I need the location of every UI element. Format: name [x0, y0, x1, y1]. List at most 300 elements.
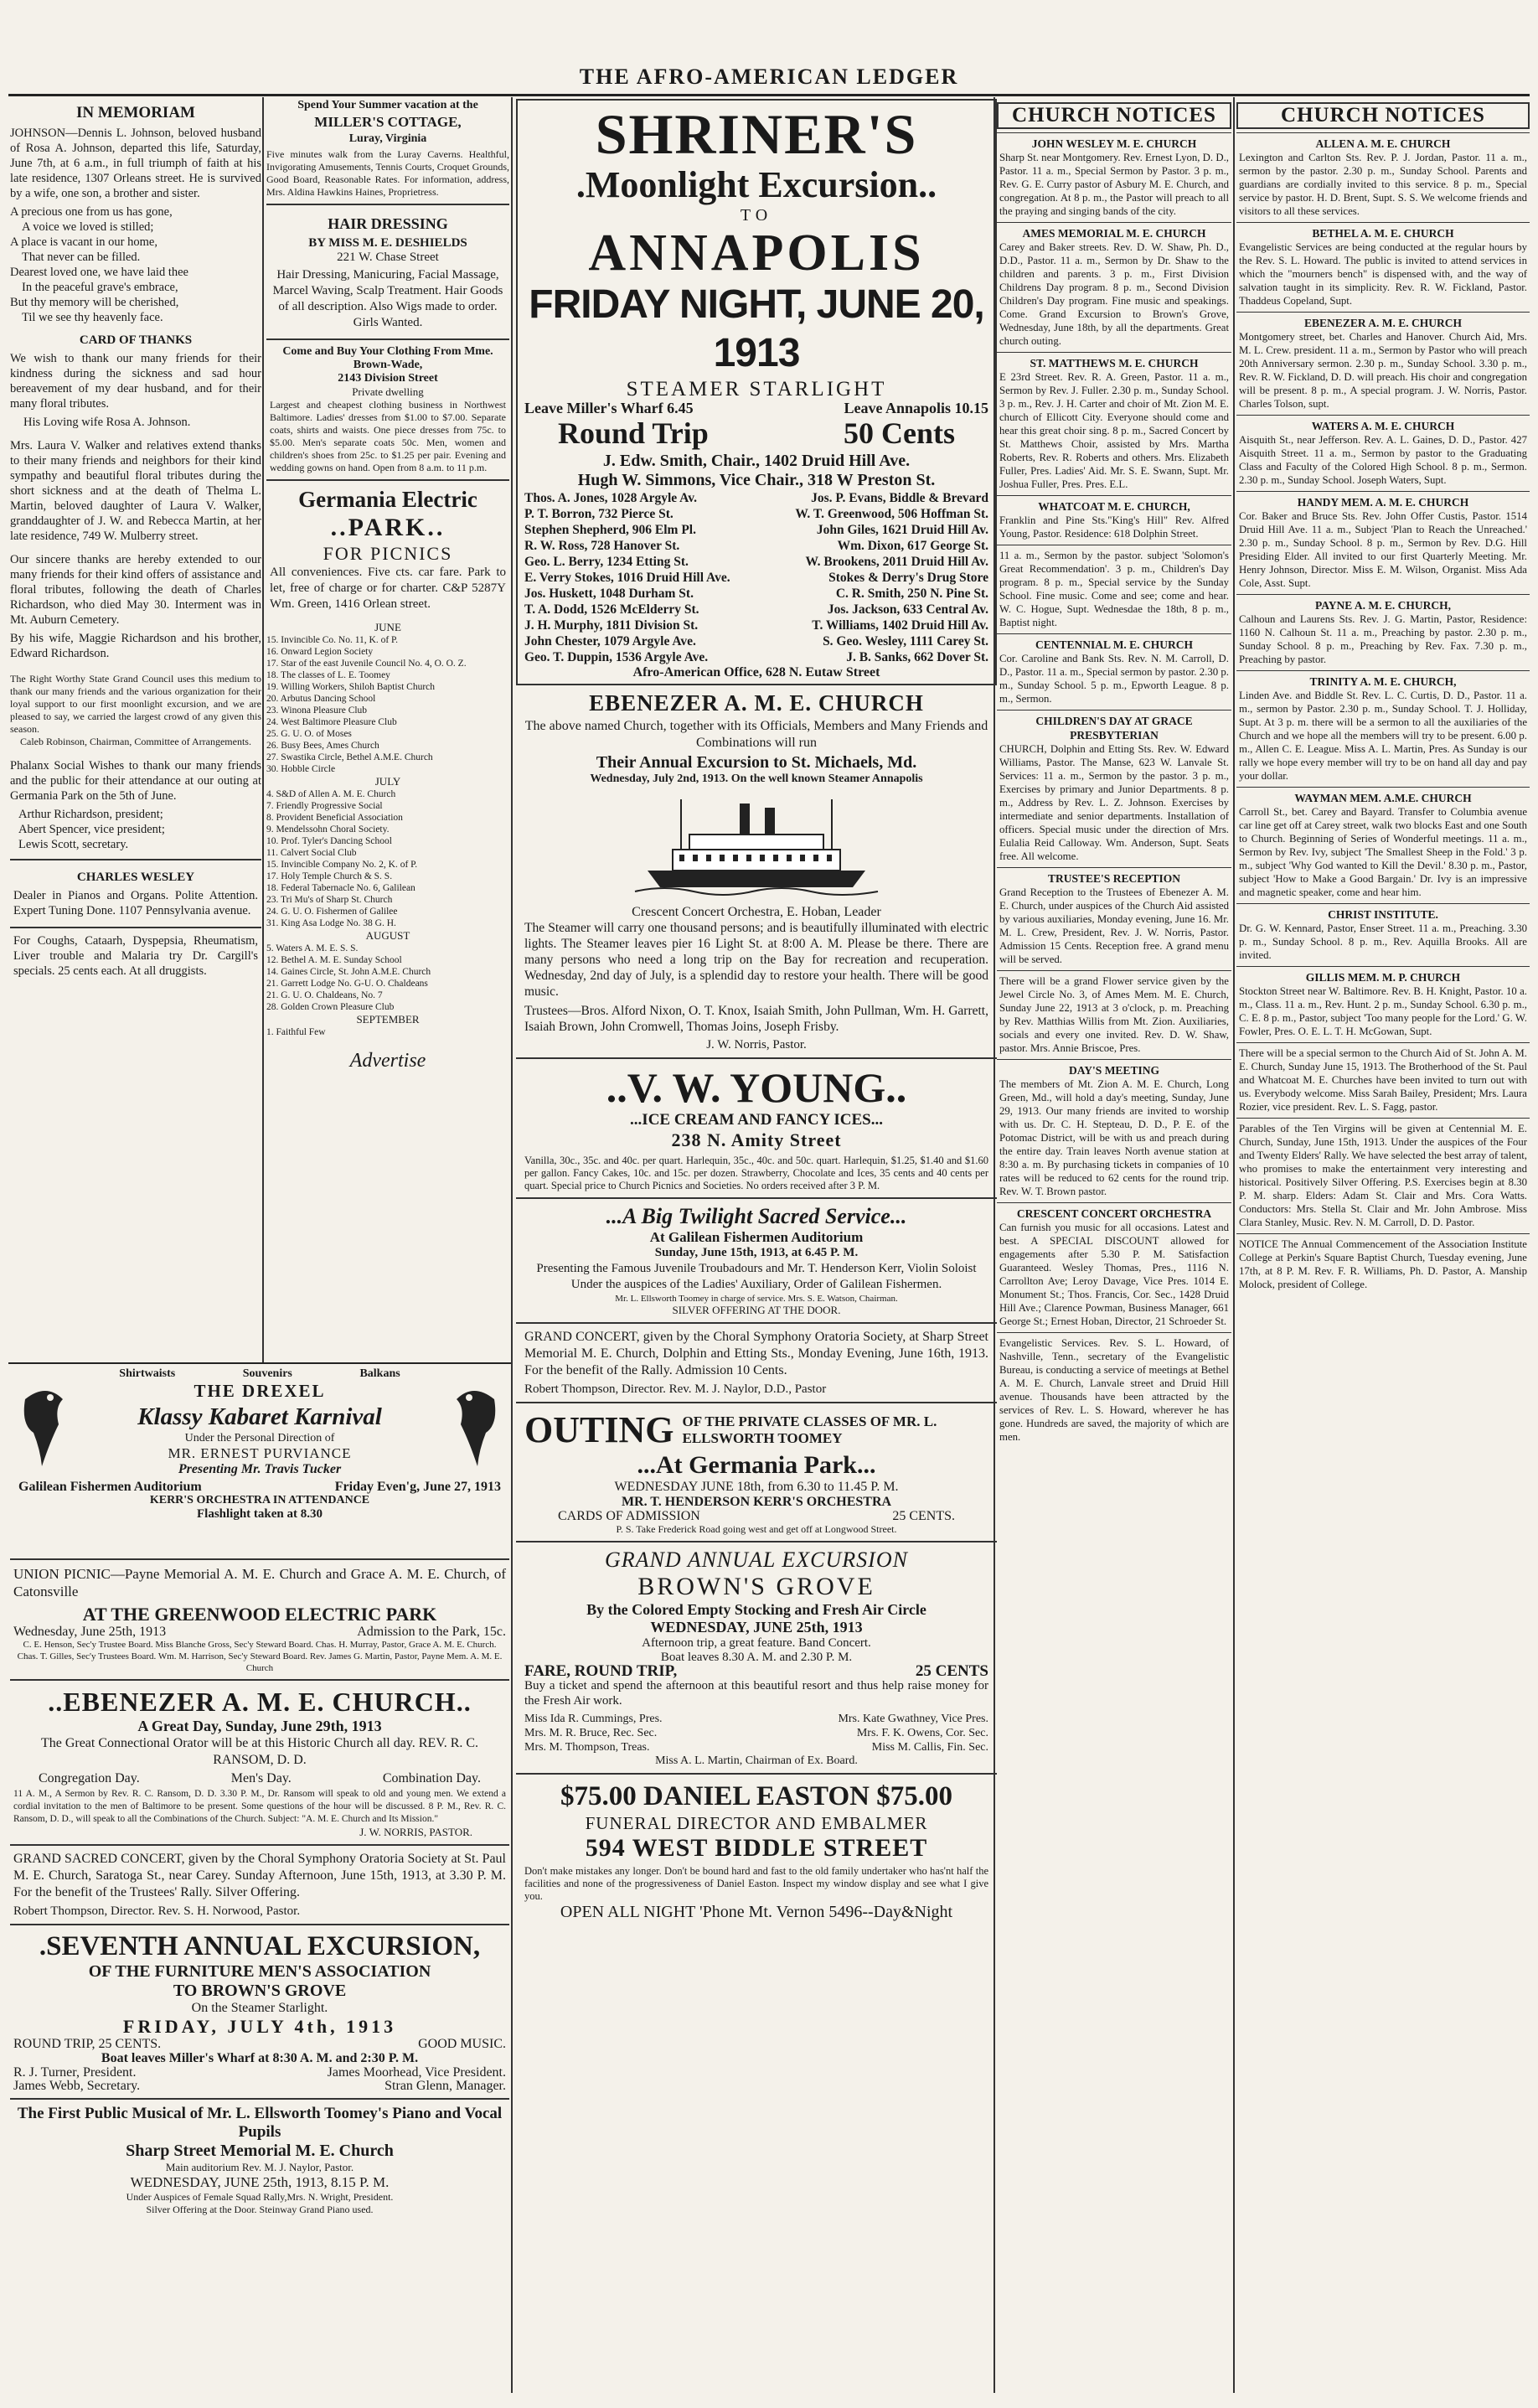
church-notice	[1236, 1118, 1530, 1233]
day-label: Combination Day.	[382, 1771, 481, 1785]
calendar-entry: 5. Waters A. M. E. S. S.	[266, 943, 359, 953]
column-rule	[1233, 97, 1235, 2393]
church-notice-text: Grand Reception to the Trustees of Ebenezer A. M. E. Church, under auspices of the Church Aid assisted by various auxiliaries, Monday evening, June 16. Mr. M. L. Crew, President, Rev. J. W. Norris, Pastor. Admission 15 Cents. Reception free. A grand menu will be served.	[999, 886, 1229, 965]
church-notice	[1236, 415, 1530, 491]
bottom-left-ads	[10, 1367, 509, 2398]
church-notice-text: Dr. G. W. Kennard, Pastor, Enser Street. 11 a. m., Preaching. 3.30 p. m., Sunday School. 8 p. m., Rev. Aquilla Brooks. All are invited.	[1239, 922, 1527, 961]
calendar-entry: 26. Busy Bees, Ames Church	[266, 741, 379, 751]
calendar-entry: 15. Invincible Company No. 2, K. of P.	[266, 860, 418, 870]
seventh-vp: James Moorhead, Vice President.	[327, 2065, 506, 2080]
committee-member: R. W. Ross, 728 Hanover St.	[524, 539, 680, 553]
poem-line: Dearest loved one, we have laid thee	[10, 266, 188, 279]
church-notice-text: E 23rd Street. Rev. R. A. Green, Pastor. 11 a. m., Sermon by Rev. J. Fuller. 2.30 p. m., Sunday School. 3 p. m., Rev. J. H. Carter and choir of Mt. Zion M. E. church of Ellicott City. Everyone should come and hear this great choir sing. 8 p. m., Sacred Concert by St. Matthews Choir, assisted by Mrs. Martha Roberts, Rev. R. Roberts and others. Mrs. Elizabeth Fuller, Pres. Ladies' Aid. Mr. S. E. Swann, Supt. Mr. Joshua Fuller, Pres. Pres. E.L.	[999, 371, 1229, 490]
officer-row	[524, 1712, 988, 1726]
drexel-top-mid: Souvenirs	[242, 1367, 292, 1380]
church-notice	[1236, 491, 1530, 594]
calendar-entry: 24. West Baltimore Pleasure Club	[266, 717, 397, 727]
june-list	[266, 634, 509, 775]
brown-address: 2143 Division Street	[338, 372, 438, 385]
toomey-date: WEDNESDAY, JUNE 25th, 1913, 8.15 P. M.	[130, 2174, 390, 2190]
september-head: SEPTEMBER	[356, 1013, 420, 1026]
officer-name: Miss M. Callis, Fin. Sec.	[871, 1741, 988, 1754]
ebenezer-trustees: Trustees—Bros. Alford Nixon, O. T. Knox, Isaiah Smith, John Pullman, Wm. H. Garrett, Isaiah Brown, John Cromwell, Thomas Joins, Joseph Frisby.	[524, 1004, 988, 1034]
calendar-entry: 18. Federal Tabernacle No. 6, Galilean	[266, 883, 415, 893]
committee-member: Stephen Shepherd, 906 Elm Pl.	[524, 523, 696, 537]
church-notice-title: WHATCOAT M. E. CHURCH,	[1038, 500, 1190, 513]
hair-title: HAIR DRESSING	[328, 215, 448, 232]
young-text: Vanilla, 30c., 35c. and 40c. per quart. Harlequin, 35c., 40c. and 50c. quart. Harlequin, $1.25, $1.40 and $1.60 per gallon. Fancy Cakes, 10c. and 15c. per dozen. Strawberry, Chocolate and Ices, 35 cents and 40 cents per quart. Special price to Church Picnics and Societies. No orders received after 3 P. M.	[524, 1155, 988, 1191]
germania-title: Germania Electric	[298, 487, 477, 512]
toomey-musical-ad	[10, 2098, 509, 2221]
bird-right-icon	[444, 1382, 503, 1475]
grand-council-text: The Right Worthy State Grand Council uses this medium to thank our many friends and the various organization for their loyal support to our first moonlight excursion, and we are pleased to say, we carried the largest crowd of any given this season.	[10, 673, 261, 735]
committee-member: Jos. Jackson, 633 Central Av.	[827, 602, 988, 617]
shriner-office: Afro-American Office, 628 N. Eutaw Street	[632, 665, 880, 680]
poem-line: That never can be filled.	[22, 251, 141, 264]
church-notice	[997, 710, 1231, 867]
drexel-top-right: Balkans	[359, 1367, 400, 1380]
shriner-chair: J. Edw. Smith, Chair., 1402 Druid Hill Ave.	[602, 452, 911, 470]
grove-by: By the Colored Empty Stocking and Fresh Air Circle	[586, 1601, 926, 1618]
calendar-entry: 20. Arbutus Dancing School	[266, 694, 376, 704]
church-notice-text: Aisquith St., near Jefferson. Rev. A. L. Gaines, D. D., Pastor. 427 Aisquith Street. 11 a. m., Sermon by pastor to the Graduating Class and Faculty of the Colored High School. 8 p. m., Sermon. 2.30 p. m., Sunday School. Joseph Waters, Supt.	[1239, 434, 1527, 486]
church-notices-header: CHURCH NOTICES	[997, 102, 1231, 129]
church-notice-text: Carroll St., bet. Carey and Bayard. Transfer to Columbia avenue car line get off at Carey street, walk two blocks East and one South to Church. Beginning of Series of Wonderful meetings. 11 a. m., Sermon by Rev. Ivy, subject 'The Smallest Sheep in the Fold.' 3 p. m., subject 'Why God wanted to Kill the Devil.' 8.30 p. m., Pastor, subject 'How to Make a Good Bargain.' Dr. Ivy is an impressive and magnetic speaker, come and hear him.	[1239, 806, 1527, 898]
committee-member: Jos. P. Evans, Biddle & Brevard	[811, 491, 988, 505]
church-notice	[1236, 1042, 1530, 1118]
officer-name: Mrs. M. R. Bruce, Rec. Sec.	[524, 1727, 658, 1739]
brown-text: Largest and cheapest clothing business in Northwest Baltimore. Ladies' dresses from $1.00 to $7.00. Separate coats, shirts and waists. One piece dresses from 75c. to $5.00. Men's separate coats 50c. Men, women and children's shoes from 25c. to $1.25 per pair. Evening and wedding gowns on hand. Open from 8 a.m. to 11 p.m.	[270, 399, 506, 473]
committee-member: John Chester, 1079 Argyle Ave.	[524, 634, 696, 649]
poem-line: Til we see thy heavenly face.	[22, 311, 163, 324]
grove-text: Buy a ticket and spend the afternoon at this beautiful resort and thus help raise money for the Fresh Air work.	[524, 1679, 988, 1708]
thanks-title: CARD OF THANKS	[79, 333, 193, 347]
brown-head: Come and Buy Your Clothing From Mme. Brown-Wade,	[282, 345, 493, 371]
committee-row	[524, 522, 988, 538]
memoriam-title: IN MEMORIAM	[76, 104, 195, 121]
drexel-top-left: Shirtwaists	[119, 1367, 176, 1380]
wesley-text: Dealer in Pianos and Organs. Polite Attention. Expert Tuning Done. 1107 Pennsylvania avenue.	[13, 889, 258, 917]
church-notice-text: CHURCH, Dolphin and Etting Sts. Rev. W. Edward Williams, Pastor. The Manse, 623 W. Lanvale St. Services: 11 a. m., Sermon by the pastor. 3 p. m., Exercises by primary and Junior Departments. 8 p. m., Address by Rev. L. Z. Johnson. Exercises by intermediate and senior departments. Installation of officers. Special music under the direction of Mrs. Eulalia Reid Calloway. Wm. Anderson, Supt. Seats free. All welcome.	[999, 743, 1229, 862]
ebenezer2-pastor: J. W. NORRIS, PASTOR.	[359, 1826, 472, 1838]
committee-member: S. Geo. Wesley, 1111 Carey St.	[823, 634, 988, 649]
church-notice	[997, 1059, 1231, 1202]
church-notice	[1236, 787, 1530, 903]
grand-council-signature: Caleb Robinson, Chairman, Committee of Arrangements.	[20, 736, 251, 747]
phalanx-text: Phalanx Social Wishes to thank our many friends and the public for their attendance at our outing at Germania Park on the 5th of June.	[10, 759, 261, 803]
shriner-round-trip: Round Trip	[558, 416, 709, 450]
church-notice-title: AMES MEMORIAL M. E. CHURCH	[1022, 227, 1206, 240]
thanks-signature: By his wife, Maggie Richardson and his brother, Edward Richardson.	[10, 632, 261, 660]
grand-concert-ad	[516, 1324, 997, 1403]
seventh-manager: Stran Glenn, Manager.	[384, 2079, 506, 2093]
church-notice-title: BETHEL A. M. E. CHURCH	[1312, 227, 1454, 240]
ebenezer-title: EBENEZER A. M. E. CHURCH	[589, 690, 924, 716]
millers-title: MILLER'S COTTAGE,	[314, 114, 462, 130]
church-notices-list	[997, 132, 1231, 1448]
seventh-president: R. J. Turner, President.	[13, 2065, 137, 2080]
column-rule	[262, 97, 264, 1362]
toomey-place: Sharp Street Memorial M. E. Church	[126, 2142, 394, 2160]
ebenezer-date: Wednesday, July 2nd, 1913. On the well known Steamer Annapolis	[590, 773, 923, 785]
signature-line: Lewis Scott, secretary.	[18, 838, 129, 851]
germania-text: All conveniences. Five cts. car fare. Park to let, free of charge or for charter. C&P 5287Y Wm. Green, 1416 Orlean street.	[270, 566, 506, 611]
easton-open: OPEN ALL NIGHT 'Phone Mt. Vernon 5496--Day&Night	[560, 1903, 953, 1921]
signature-line: Abert Spencer, vice president;	[18, 823, 165, 836]
committee-member: J. H. Murphy, 1811 Division St.	[524, 618, 699, 633]
church-notice-title: CHILDREN'S DAY AT GRACE PRESBYTERIAN	[1035, 715, 1193, 742]
union-picnic-ad	[10, 1558, 509, 1679]
young-address: 238 N. Amity Street	[671, 1129, 842, 1150]
calendar-entry: 21. G. U. O. Chaldeans, No. 7	[266, 990, 383, 1000]
shriner-date: FRIDAY NIGHT, JUNE 20, 1913	[529, 282, 984, 375]
church-notice	[997, 633, 1231, 710]
young-ad	[516, 1059, 997, 1199]
outing-orchestra: MR. T. HENDERSON KERR'S ORCHESTRA	[621, 1495, 892, 1509]
church-notice	[997, 970, 1231, 1059]
church-notice-text: Stockton Street near W. Baltimore. Rev. B. H. Knight, Pastor. 10 a. m., Class. 11 a. m., Rev. Hunt. 2 p. m., Sunday School. 6.30 p. m., C. E. 8 p. m., Pastor, subject 'Too many people for the Lord.' G. W. Fowler, Pres. O. E. L. T. H. McGowan, Supt.	[1239, 985, 1527, 1037]
twilight-place: At Galilean Fishermen Auditorium	[649, 1229, 864, 1245]
union-admission: Admission to the Park, 15c.	[357, 1625, 506, 1639]
union-names: C. E. Henson, Sec'y Trustee Board. Miss Blanche Gross, Sec'y Steward Board. Chas. H. Murray, Pastor, Grace A. M. E. Church. Chas. T. Gilles, Sec'y Trustees Board. Wm. M. Harrison, Sec'y Steward Board. Rev. James G. Martin, Pastor, Payne Mem. A. M. E. Church	[17, 1640, 503, 1673]
church-notice	[1236, 966, 1530, 1042]
committee-member: E. Verry Stokes, 1016 Druid Hill Ave.	[524, 571, 730, 585]
church-notice-text: Cor. Caroline and Bank Sts. Rev. N. M. Carroll, D. D., Pastor. 11 a. m., Special sermon by pastor. 2.30 p. m., Sunday School. 5 p. m., Epworth League. 8 p. m., Sermon.	[999, 653, 1229, 705]
committee-row	[524, 618, 988, 633]
outing-cards: CARDS OF ADMISSION	[558, 1509, 700, 1523]
brown-sub: Private dwelling	[352, 385, 424, 398]
shriner-vice: Hugh W. Simmons, Vice Chair., 318 W Preston St.	[577, 471, 936, 489]
drexel-date: Friday Even'g, June 27, 1913	[334, 1480, 501, 1494]
shriner-steamer: STEAMER STARLIGHT	[626, 378, 887, 400]
church-notices-header: CHURCH NOTICES	[1236, 102, 1530, 129]
day-label: Men's Day.	[230, 1771, 292, 1785]
church-notice-title: CRESCENT CONCERT ORCHESTRA	[1016, 1207, 1212, 1220]
outing-title: OUTING	[524, 1409, 674, 1450]
officer-row	[524, 1726, 988, 1740]
calendar-entry: 18. The classes of L. E. Toomey	[266, 670, 390, 680]
church-notice-text: Carey and Baker streets. Rev. D. W. Shaw, Ph. D., D.D., Pastor. 11 a. m., Sermon by Dr. Shaw to the children and parents. 3 p. m., First Division Childrens Day program. 8 p. m., Second Division Children's Day program. Fine music and speakings. Come. Grand Excursion to Brown's Grove, Wednesday, June 18th, by all the departments. Great church outing.	[999, 241, 1229, 347]
column-rule	[511, 97, 513, 2393]
shriner-title: SHRINER'S	[595, 102, 918, 166]
twilight-ad	[516, 1199, 997, 1324]
drexel-director: MR. ERNEST PURVIANCE	[168, 1445, 352, 1461]
seventh-title: .SEVENTH ANNUAL EXCURSION,	[39, 1931, 481, 1961]
calendar-entry: 19. Willing Workers, Shiloh Baptist Church	[266, 682, 436, 692]
coughs-text: For Coughs, Cataarh, Dyspepsia, Rheumatism, Liver trouble and Malaria try Dr. Cargill's specials. 25 cents each. At all druggists.	[13, 934, 258, 978]
toomey-auditorium: Main auditorium Rev. M. J. Naylor, Pastor.	[165, 2161, 354, 2173]
shriner-committee-list	[524, 490, 988, 665]
grove-date: WEDNESDAY, JUNE 25th, 1913	[650, 1619, 863, 1635]
officer-name: Mrs. Kate Gwathney, Vice Pres.	[838, 1713, 988, 1725]
easton-title: $75.00 DANIEL EASTON $75.00	[560, 1781, 952, 1811]
seventh-sub: OF THE FURNITURE MEN'S ASSOCIATION	[88, 1962, 431, 1981]
twilight-auxiliary: Under the auspices of the Ladies' Auxiliary, Order of Galilean Fishermen.	[570, 1278, 942, 1291]
church-notice-title: JOHN WESLEY M. E. CHURCH	[1031, 137, 1197, 150]
column-memoriam	[10, 99, 261, 1364]
committee-member: Thos. A. Jones, 1028 Argyle Av.	[524, 491, 697, 505]
church-notice	[997, 132, 1231, 222]
grove-chair: Miss A. L. Martin, Chairman of Ex. Board.	[655, 1754, 858, 1767]
church-notice	[997, 495, 1231, 545]
union-date: Wednesday, June 25th, 1913	[13, 1625, 167, 1639]
calendar-entry: 31. King Asa Lodge No. 38 G. H.	[266, 918, 396, 928]
committee-member: T. A. Dodd, 1526 McElderry St.	[524, 602, 699, 617]
church-notice	[1236, 222, 1530, 312]
church-notice-text: Can furnish you music for all occasions. Latest and best. A SPECIAL DISCOUNT allowed for engagements after 5.30 P. M. Satisfaction Guaranteed. Wesley Thomas, Pres., 1116 N. Carrollton Ave; Leroy Davage, Vice Pres. 1014 E. Monument St.; Thos. Francis, Cor. Sec., 1428 Druid Hill Ave.; Clarence Powman, Business Manager, 661 George St.; Ernest Hoban, Director, 21 Schroeder St.	[999, 1222, 1229, 1327]
column-middle	[516, 99, 997, 2395]
outing-ad	[516, 1403, 997, 1542]
germania-for: FOR PICNICS	[323, 543, 453, 564]
church-notice-title: HANDY MEM. A. M. E. CHURCH	[1297, 496, 1469, 509]
officer-row	[524, 1740, 988, 1754]
easton-address: 594 WEST BIDDLE STREET	[585, 1834, 928, 1862]
committee-member: Jos. Huskett, 1048 Durham St.	[524, 586, 694, 601]
outing-ps: P. S. Take Frederick Road going west and get off at Longwood Street.	[616, 1523, 897, 1535]
toomey-under: Under Auspices of Female Squad Rally,Mrs. N. Wright, President.	[126, 2191, 394, 2203]
drexel-under: Under the Personal Direction of	[184, 1432, 335, 1444]
concert-text: GRAND CONCERT, given by the Choral Symphony Oratoria Society, at Sharp Street Memorial M. E. Church, Dolphin and Etting Sts., Monday Evening, June 16th, 1913. For the benefit of the Rally. Admission 10 Cents.	[524, 1330, 988, 1377]
young-sub: ...ICE CREAM AND FANCY ICES...	[630, 1111, 883, 1129]
calendar-entry: 8. Provident Beneficial Association	[266, 813, 403, 823]
sacred-text: GRAND SACRED CONCERT, given by the Choral Symphony Oratoria Society at St. Paul M. E. Church, Saratoga St., near Carey. Sunday Afternoon, June 15th, 1913, at 3.30 P. M. For the benefit of the Trustees' Rally. Silver Offering.	[13, 1852, 506, 1899]
church-notice-title: WAYMAN MEM. A.M.E. CHURCH	[1294, 792, 1472, 804]
thanks-text: We wish to thank our many friends for their kindness during the sickness and sad hour bereavement of my dear husband, and for their many floral tributes.	[10, 352, 261, 411]
thanks-text: Our sincere thanks are hereby extended to our many friends for their kind offers of assistance and floral tributes, following the death of Charles Richardson, who died May 30. Interment was in Mt. Auburn Cemetery.	[10, 553, 261, 627]
twilight-silver: SILVER OFFERING AT THE DOOR.	[672, 1304, 841, 1316]
hair-by: BY MISS M. E. DESHIELDS	[308, 236, 467, 250]
drexel-ad	[10, 1367, 509, 1558]
toomey-silver: Silver Offering at the Door. Steinway Grand Piano used.	[146, 2204, 374, 2215]
officer-name: Mrs. M. Thompson, Treas.	[524, 1741, 650, 1754]
seventh-trip: ROUND TRIP, 25 CENTS.	[13, 2037, 162, 2051]
calendar-entry: 27. Swastika Circle, Bethel A.M.E. Church	[266, 752, 433, 762]
church-notice	[1236, 903, 1530, 966]
grove-place: BROWN'S GROVE	[637, 1573, 875, 1600]
committee-member: Stokes & Derry's Drug Store	[828, 571, 988, 585]
church-notice-title: DAY'S MEETING	[1069, 1064, 1159, 1077]
masthead-rule	[8, 94, 1530, 96]
calendar-entry: 23. Tri Mu's of Sharp St. Church	[266, 895, 393, 905]
church-notices-list	[1236, 132, 1530, 1295]
ebenezer-text: The Steamer will carry one thousand persons; and is beautifully illuminated with electric lights. The Steamer leaves pier 16 Light St. at 8:00 A. M. Please be there. There are many persons who need a long trip on the Bay for recreation and recuperation. Wednesday, 2nd day of July, is a splendid day to restore your health. There will be good music.	[524, 921, 988, 999]
church-notice-text: There will be a special sermon to the Church Aid of St. John A. M. E. Church, Sunday June 15, 1913. The Brotherhood of the St. Paul and Whatcoat M. E. Churches have been invited to turn out with us. Everybody welcome. Miss Sarah Bailey, President; Mrs. Laura Rozier, vice president. Rev. L. S. Fagg, pastor.	[1239, 1047, 1527, 1113]
column-ads	[266, 99, 509, 1364]
outing-park: ...At Germania Park...	[637, 1451, 876, 1479]
calendar-entry: 14. Gaines Circle, St. John A.M.E. Church	[266, 967, 431, 977]
officer-name: Miss Ida R. Cummings, Pres.	[524, 1713, 663, 1725]
committee-member: Geo. T. Duppin, 1536 Argyle Ave.	[524, 650, 709, 664]
signature-line: Arthur Richardson, president;	[18, 808, 163, 821]
calendar-entry: 28. Golden Crown Pleasure Club	[266, 1002, 395, 1012]
sacred-names: Robert Thompson, Director. Rev. S. H. Norwood, Pastor.	[13, 1904, 301, 1918]
committee-member: Wm. Dixon, 617 George St.	[837, 539, 988, 553]
church-notice	[997, 545, 1231, 633]
memoriam-text: JOHNSON—Dennis L. Johnson, beloved husband of Rosa A. Johnson, departed this life, Saturday, June 7th, at 6 a.m., in full triumph of faith at his late residence, 1307 Orleans street. He is survived by a wife, one son, a brother and sister.	[10, 127, 261, 200]
church-notice-title: PAYNE A. M. E. CHURCH,	[1314, 599, 1451, 612]
church-notice-title: ST. MATTHEWS M. E. CHURCH	[1030, 357, 1199, 369]
grove-price: 25 CENTS	[915, 1662, 988, 1680]
union-title: AT THE GREENWOOD ELECTRIC PARK	[82, 1604, 437, 1625]
grove-fare: FARE, ROUND TRIP,	[524, 1662, 678, 1680]
church-notice	[997, 352, 1231, 495]
ebenezer-great-day-ad	[10, 1679, 509, 1844]
ebenezer-sub: The above named Church, together with its Officials, Members and Many Friends and Combinations will run	[524, 719, 988, 750]
calendar-entry: 9. Mendelssohn Choral Society.	[266, 824, 390, 835]
seventh-boat: On the Steamer Starlight.	[191, 2001, 328, 2015]
thanks-signature: His Loving wife Rosa A. Johnson.	[23, 416, 191, 429]
committee-member: John Giles, 1621 Druid Hill Av.	[816, 523, 988, 537]
church-notice-text: Sharp St. near Montgomery. Rev. Ernest Lyon, D. D., Pastor. 11 a. m., Special Sermon by Pastor. 3 p. m., Rev. G. E. Curry pastor of Asbury M. E. Church, and congregation. At 8 p. m., the Pastor will preach to all the praying and singing bands of the city.	[999, 152, 1229, 217]
shriner-price: 50 Cents	[844, 416, 955, 450]
masthead: THE AFRO-AMERICAN LEDGER	[579, 65, 959, 89]
church-notice-text: Cor. Baker and Bruce Sts. Rev. John Offer Custis, Pastor. 1514 Druid Hill Ave. 11 a. m., Subject 'Plan to Reach the Unreached.' 2.30 p. m., Sunday School. 8 p. m., Sermon by Rev. D.G. Hill Presiding Elder. All invited to our first Quarterly Meeting. Mr. Henry Johnson, Director. Miss E. M. Wilson, Organist. Miss Ada Cole, Asst. Supt.	[1239, 510, 1527, 589]
day-label: Congregation Day.	[39, 1771, 140, 1785]
committee-member: Geo. L. Berry, 1234 Etting St.	[524, 555, 689, 569]
calendar-entry: 4. S&D of Allen A. M. E. Church	[266, 789, 396, 799]
millers-text: Five minutes walk from the Luray Caverns. Healthful, Invigorating Amusements, Tennis Courts, Croquet Grounds, Good Board, Reasonable Rates. For information, address, Mrs. Aldina Hawkins Haines, Proprietress.	[266, 148, 509, 198]
shriner-leave-wharf: Leave Miller's Wharf 6.45	[524, 400, 694, 416]
grove-officers	[524, 1712, 988, 1754]
calendar-entry: 11. Calvert Social Club	[266, 848, 357, 858]
drexel-presenting: Presenting Mr. Travis Tucker	[178, 1462, 342, 1476]
calendar-entry: 17. Holy Temple Church & S. S.	[266, 871, 393, 881]
church-notice-text: There will be a grand Flower service given by the Jewel Circle No. 3, of Ames Mem. M. E. Church, Sunday June 22, 1913 at 3 o'clock, p. m. Preaching by Rev. Matthias Willis from Mt. Zion. Auxiliaries, socials and every one invited. Rev. D. W. Shaw, pastor. Mrs. Annie Briscoe, Pres.	[999, 975, 1229, 1054]
young-title: ..V. W. YOUNG..	[606, 1064, 907, 1111]
poem-line: But thy memory will be cherished,	[10, 296, 179, 309]
wesley-title: CHARLES WESLEY	[76, 871, 195, 884]
church-notice	[1236, 670, 1530, 787]
ebenezer2-day: A Great Day, Sunday, June 29th, 1913	[137, 1718, 382, 1734]
committee-row	[524, 506, 988, 522]
church-notice-text: Calhoun and Laurens Sts. Rev. J. G. Martin, Pastor, Residence: 1160 N. Calhoun St. 11 a. m., Preaching by pastor. 2.30 p. m., Sunday School. 8 p. m., Preaching by Rev. Fax. 7.30 p. m., Preaching by pastor.	[1239, 613, 1527, 665]
hair-address: 221 W. Chase Street	[337, 251, 439, 264]
committee-row	[524, 586, 988, 602]
ebenezer2-title: ..EBENEZER A. M. E. CHURCH..	[48, 1687, 472, 1717]
twilight-text: Presenting the Famous Juvenile Troubadours and Mr. T. Henderson Kerr, Violin Soloist	[536, 1262, 977, 1275]
poem-line: A voice we loved is stilled;	[22, 220, 154, 234]
section-rule	[8, 1362, 511, 1364]
shriner-ad	[516, 99, 997, 685]
drexel-title: THE DREXEL	[194, 1381, 326, 1401]
calendar-entry: 17. Star of the east Juvenile Council No. 4, O. O. Z.	[266, 659, 467, 669]
church-notice-text: Linden Ave. and Biddle St. Rev. L. C. Curtis, D. D., Pastor. 11 a. m., sermon by Pastor. 2.30 p. m., Sunday School. T. J. Holliday, Supt. At 3 p. m. there will be a sermon to all the auxiliaries of the Church and we hope all the members will try to be present. 6.00 p. m., Allen C. E. League. Miss A. L. Martin, Pres. As Sunday is our rally we hope every member will try to be on hand all day and pay your dollar.	[1239, 690, 1527, 782]
church-notice	[997, 867, 1231, 970]
seventh-music: GOOD MUSIC.	[418, 2037, 506, 2051]
ebenezer2-days	[13, 1772, 506, 1785]
shriner-to: TO	[740, 206, 773, 225]
grove-after: Afternoon trip, a great feature. Band Concert.	[642, 1636, 871, 1650]
calendar-entry: 10. Prof. Tyler's Dancing School	[266, 836, 392, 846]
church-notice-text: Parables of the Ten Virgins will be given at Centennial M. E. Church, Sunday, June 15th, 1913. Under the auspices of the Four and Twenty Elders' Rally. We have selected the best array of talent, who promises to make the entertainment very interesting and historical. Positively Silver Offering. P.S. Exercises begin at 8.30 P. M. sharp. Elders: Adam St. Clair and Mrs. Cora Watts. Conductors: Mrs. Stella St. Clair and Mr. John Ambrose. Miss Clara Stanley, Music. Rev. N. M. Carroll, D. D. Pastor.	[1239, 1123, 1527, 1228]
july-list	[266, 788, 509, 929]
outing-of: OF THE PRIVATE CLASSES OF MR. L. ELLSWORTH TOOMEY	[682, 1413, 937, 1446]
church-notice-text: NOTICE The Annual Commencement of the Association Institute College at Perkin's Square Baptist Church, Tuesday evening, June 17th, at 8 P. M. Rev. F. R. Williams, Ph. D. Pastor, A. Manship Molock, president of College.	[1239, 1238, 1527, 1290]
ebenezer2-text: 11 A. M., A Sermon by Rev. R. C. Ransom, D. D. 3.30 P. M., Dr. Ransom will speak to old and young men. We extend a cordial invitation to the men of Baltimore to be present. Some questions of the hour will be discussed. 8 P. M., Rev. R. C. Ransom, D. D., will speak to all the Combinations of the Church. Subject: "A. M. E. Church and Its Mission."	[13, 1789, 506, 1824]
july-head: JULY	[374, 775, 401, 788]
outing-date: WEDNESDAY JUNE 18th, from 6.30 to 11.45 P. M.	[614, 1480, 899, 1494]
calendar-entry: 1. Faithful Few	[266, 1027, 326, 1037]
church-notice-title: CHRIST INSTITUTE.	[1328, 908, 1438, 921]
grove-title: GRAND ANNUAL EXCURSION	[605, 1548, 908, 1572]
church-notice-text: Evangelistic Services. Rev. S. L. Howard, of Nashville, Tenn., secretary of the Evangelistic Bureau, is conducting a service of meetings at Bethel A. M. E. Church, Lanvale street and Druid Hill avenue. Thousands have been attracted by the services of Rev. L. S. Howard, wherever he has gone. Hundreds are saved, the majority of which are men.	[999, 1337, 1229, 1443]
calendar-entry: 24. G. U. O. Fishermen of Galilee	[266, 907, 398, 917]
ebenezer2-orator: The Great Connectional Orator will be at this Historic Church all day. REV. R. C. RANSOM, D. D.	[40, 1736, 479, 1767]
browns-grove-ad	[516, 1542, 997, 1775]
church-notice	[997, 1332, 1231, 1448]
calendar-entry: 7. Friendly Progressive Social	[266, 801, 383, 811]
church-notice-text: Evangelistic Services are being conducted at the regular hours by the Rev. S. L. Howard. The public is invited to attend services in which the "mourners bench" is dispensed with, and the way of salvation taught in its simplicity. Rev. R. W. Fickland, Pastor. Thaddeus Copeland, Supt.	[1239, 241, 1527, 307]
ebenezer-pastor: J. W. Norris, Pastor.	[706, 1038, 807, 1052]
committee-member: J. B. Sanks, 662 Dover St.	[846, 650, 988, 664]
calendar-entry: 15. Invincible Co. No. 11, K. of P.	[266, 635, 399, 645]
church-notice-title: WATERS A. M. E. CHURCH	[1311, 420, 1455, 432]
committee-row	[524, 490, 988, 506]
phalanx-signature	[10, 807, 261, 852]
sacred-concert-ad	[10, 1844, 509, 1924]
church-notice-title: EBENEZER A. M. E. CHURCH	[1304, 317, 1462, 329]
drexel-flashlight: Flashlight taken at 8.30	[196, 1507, 323, 1521]
church-notice	[1236, 132, 1530, 222]
ebenezer-orchestra: Crescent Concert Orchestra, E. Hoban, Leader	[632, 905, 881, 919]
bird-left-icon	[17, 1382, 75, 1475]
church-notice-text: 11 a. m., Sermon by the pastor. subject 'Solomon's Great Recommendation'. 3 p. m., Children's Day program. 8 p. m., Special service by the Sunday School. Fine music. Come and see; come and hear. W. C. Hogue, Supt. Wednesdae the 18th, 8 p. m., Baptist night.	[999, 550, 1229, 628]
church-notice-title: ALLEN A. M. E. CHURCH	[1315, 137, 1451, 150]
seventh-excursion-ad	[10, 1924, 509, 2098]
column-church-notices-2	[1236, 99, 1530, 2395]
toomey-title: The First Public Musical of Mr. L. Ellsworth Toomey's Piano and Vocal Pupils	[17, 2105, 503, 2141]
column-church-notices-1	[997, 99, 1231, 2395]
drexel-karnival: Klassy Kabaret Karnival	[137, 1403, 382, 1430]
seventh-secretary: James Webb, Secretary.	[13, 2079, 141, 2093]
steamer-ship-icon	[631, 791, 882, 900]
committee-row	[524, 649, 988, 665]
calendar-entry: 16. Onward Legion Society	[266, 647, 374, 657]
church-notice-title: CENTENNIAL M. E. CHURCH	[1035, 638, 1193, 651]
august-list	[266, 943, 509, 1013]
seventh-to: TO BROWN'S GROVE	[173, 1982, 347, 2000]
millers-place: Luray, Virginia	[348, 132, 427, 145]
thanks-text: Mrs. Laura V. Walker and relatives extend thanks to their many friends and neighbors for their kind sympathy and beautiful floral tributes during the short sickness and at the death of Thelma L. Martin, beloved daughter of Laura V. Walker, granddaughter of J. W. and Rebecca Martin, at her late residence, 749 W. Mulberry street.	[10, 439, 261, 543]
advertise-label: Advertise	[349, 1050, 426, 1072]
ebenezer-excursion: Their Annual Excursion to St. Michaels, Md.	[596, 753, 917, 772]
june-head: JUNE	[374, 621, 401, 633]
church-notice	[997, 1202, 1231, 1332]
committee-row	[524, 554, 988, 570]
calendar-entry: 21. Garrett Lodge No. G-U. O. Chaldeans	[266, 979, 428, 989]
poem-line: In the peaceful grave's embrace,	[22, 281, 178, 294]
church-notice	[1236, 312, 1530, 415]
poem-line: A precious one from us has gone,	[10, 205, 173, 219]
august-head: AUGUST	[365, 929, 410, 942]
church-notice-text: Franklin and Pine Sts."King's Hill" Rev. Alfred Young, Pastor. Residence: 618 Dolphin Street.	[999, 514, 1229, 540]
hair-text: Hair Dressing, Manicuring, Facial Massage, Marcel Waving, Scalp Treatment. Hair Goods of all description. Also Wigs made to order. Girls Wanted.	[272, 268, 503, 329]
outing-price: 25 CENTS.	[892, 1509, 955, 1523]
calendar-entry: 25. G. U. O. of Moses	[266, 729, 352, 739]
twilight-title: ...A Big Twilight Sacred Service...	[606, 1204, 907, 1228]
shriner-leave-annapolis: Leave Annapolis 10.15	[844, 400, 988, 416]
committee-member: C. R. Smith, 250 N. Pine St.	[835, 586, 988, 601]
memoriam-poem	[10, 204, 261, 325]
committee-member: T. Williams, 1402 Druid Hill Av.	[812, 618, 988, 633]
church-notice-title: GILLIS MEM. M. P. CHURCH	[1305, 971, 1461, 984]
church-notice	[997, 222, 1231, 352]
easton-sub: FUNERAL DIRECTOR AND EMBALMER	[585, 1813, 928, 1833]
ebenezer-excursion-ad	[516, 685, 997, 1059]
twilight-date: Sunday, June 15th, 1913, at 6.45 P. M.	[654, 1246, 859, 1259]
committee-member: W. Brookens, 2011 Druid Hill Av.	[805, 555, 988, 569]
concert-names: Robert Thompson, Director. Rev. M. J. Naylor, D.D., Pastor	[524, 1382, 827, 1396]
